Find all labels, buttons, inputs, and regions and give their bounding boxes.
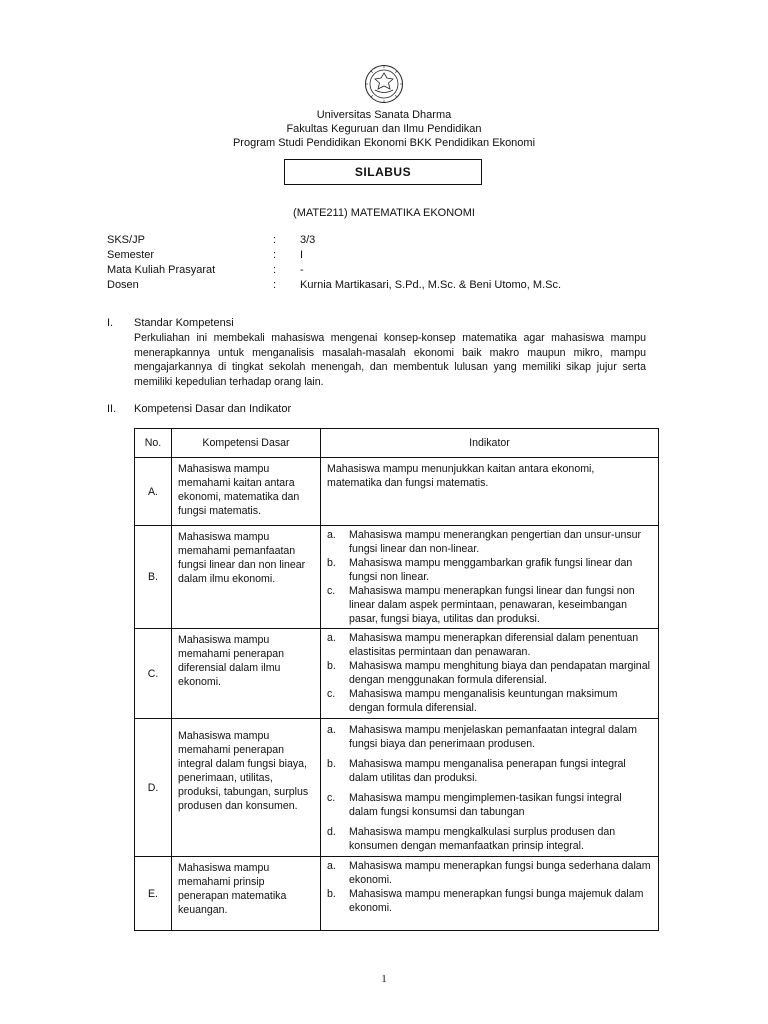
indicator-letter: b. [327, 557, 336, 569]
university-seal-icon [364, 64, 404, 104]
indicator-text: Mahasiswa mampu menganalisa penerapan fungsi integral dalam utilitas dan produksi. [349, 758, 626, 784]
row-number: A. [135, 458, 172, 526]
row-competency: Mahasiswa mampu memahami pemanfaatan fungsi linear dan non linear dalam ilmu ekonomi. [172, 526, 321, 629]
indicator-item [327, 659, 652, 687]
row-competency: Mahasiswa mampu memahami prinsip penerapan matematika keuangan. [172, 857, 321, 931]
indicator-text: Mahasiswa mampu mengimplemen-tasikan fungsi integral dalam fungsi konsumsi dan tabungan [349, 792, 622, 818]
meta-value: - [300, 264, 304, 276]
indicator-letter: d. [327, 826, 336, 838]
page-number: 1 [381, 973, 387, 985]
indicator-text: Mahasiswa mampu menggambarkan grafik fungsi linear dan fungsi non linear. [349, 557, 633, 583]
indicator-text: Mahasiswa mampu menerapkan diferensial dalam penentuan elastisitas permintaan dan penawaran. [349, 632, 639, 658]
indicator-item [327, 757, 652, 785]
course-meta [107, 233, 707, 293]
document-title: SILABUS [284, 159, 482, 185]
header-kompetensi-dasar: Kompetensi Dasar [172, 429, 321, 458]
indicator-item [327, 791, 652, 819]
meta-row-sks [107, 233, 707, 248]
standard-competency-text: Perkuliahan ini membekali mahasiswa mengenai konsep-konsep matematika agar mahasiswa mampu menerapkannya untuk menganalisis masalah-masalah ekonomi baik makro maupun mikro, mampu mengajarkannya di tingkat sekolah menengah, dan membentuk lulusan yang memiliki sikap jujur serta memiliki kepedulian terhadap orang lain. [134, 332, 646, 388]
indicator-item [327, 631, 652, 659]
meta-label: Semester [107, 249, 155, 261]
row-competency: Mahasiswa mampu memahami penerapan diferensial dalam ilmu ekonomi. [172, 629, 321, 719]
table-row [135, 857, 659, 931]
row-number: E. [135, 857, 172, 931]
university-name: Universitas Sanata Dharma [316, 109, 452, 121]
indicator-text: Mahasiswa mampu menerangkan pengertian dan unsur-unsur fungsi linear dan non-linear. [349, 529, 642, 555]
indicator-item [327, 528, 652, 556]
indicator-text: Mahasiswa mampu menerapkan fungsi linear dan fungsi non linear dalam aspek permintaan, penawaran, keseimbangan pasar, fungsi biaya, utilitas dan produksi. [349, 585, 635, 625]
indicator-letter: a. [327, 529, 336, 541]
indicator-letter: c. [327, 585, 336, 597]
indicator-item [327, 825, 652, 853]
program-name: Program Studi Pendidikan Ekonomi BKK Pendidikan Ekonomi [232, 137, 536, 149]
indicator-letter: a. [327, 724, 336, 736]
indicator-letter: b. [327, 660, 336, 672]
row-indicators [321, 526, 659, 629]
indicator-text: Mahasiswa mampu menganalisis keuntungan maksimum dengan formula diferensial. [349, 688, 618, 714]
institution-header [0, 108, 768, 150]
meta-value: 3/3 [300, 234, 316, 246]
row-indicators [321, 629, 659, 719]
section-heading-1 [107, 316, 234, 331]
section-number: I. [107, 317, 114, 329]
meta-row-prerequisite [107, 263, 707, 278]
indicator-text: Mahasiswa mampu menghitung biaya dan pendapatan marginal dengan menggunakan formula diferensial. [349, 660, 650, 686]
indicator-text: Mahasiswa mampu mengkalkulasi surplus produsen dan konsumen dengan memanfaatkan prinsip integral. [349, 826, 616, 852]
indicator-item [327, 687, 652, 715]
indicator-letter: b. [327, 888, 336, 900]
indicator-text: Mahasiswa mampu menjelaskan pemanfaatan integral dalam fungsi biaya dan penerimaan produsen. [349, 724, 637, 750]
header-no: No. [135, 429, 172, 458]
row-number: C. [135, 629, 172, 719]
section-title: Kompetensi Dasar dan Indikator [134, 403, 292, 415]
competency-table [134, 428, 659, 931]
row-competency: Mahasiswa mampu memahami kaitan antara ekonomi, matematika dan fungsi matematis. [172, 458, 321, 526]
meta-row-lecturer [107, 278, 707, 293]
section-heading-2 [107, 402, 291, 417]
indicator-text: Mahasiswa mampu menerapkan fungsi bunga majemuk dalam ekonomi. [349, 888, 644, 914]
indicator-item [327, 859, 652, 887]
row-indicators [321, 719, 659, 857]
meta-row-semester [107, 248, 707, 263]
meta-value: I [300, 249, 304, 261]
header-indikator: Indikator [321, 429, 659, 458]
indicator-text: Mahasiswa mampu menerapkan fungsi bunga sederhana dalam ekonomi. [349, 860, 651, 886]
table-row [135, 526, 659, 629]
row-number: D. [135, 719, 172, 857]
indicator-item [327, 887, 652, 915]
section-title: Standar Kompetensi [134, 317, 234, 329]
meta-colon: : [273, 264, 277, 276]
indicator-letter: c. [327, 688, 336, 700]
meta-label: SKS/JP [107, 234, 145, 246]
table-header-row [135, 429, 659, 458]
row-indicator: Mahasiswa mampu menunjukkan kaitan antara ekonomi, matematika dan fungsi matematis. [321, 458, 659, 526]
meta-label: Mata Kuliah Prasyarat [107, 264, 216, 276]
indicator-letter: b. [327, 758, 336, 770]
indicator-item [327, 556, 652, 584]
faculty-name: Fakultas Keguruan dan Ilmu Pendidikan [286, 123, 482, 135]
indicator-item [327, 584, 652, 626]
row-indicators [321, 857, 659, 931]
meta-colon: : [273, 234, 277, 246]
table-row [135, 458, 659, 526]
meta-label: Dosen [107, 279, 139, 291]
meta-value: Kurnia Martikasari, S.Pd., M.Sc. & Beni Utomo, M.Sc. [300, 279, 562, 291]
row-competency: Mahasiswa mampu memahami penerapan integral dalam fungsi biaya, penerimaan, utilitas, produksi, tabungan, surplus produsen dan konsumen. [172, 719, 321, 857]
section-number: II. [107, 403, 117, 415]
meta-colon: : [273, 279, 277, 291]
indicator-item [327, 723, 652, 751]
indicator-letter: a. [327, 860, 336, 872]
table-row [135, 719, 659, 857]
table-row [135, 629, 659, 719]
course-title: (MATE211) MATEMATIKA EKONOMI [293, 207, 475, 219]
indicator-letter: a. [327, 632, 336, 644]
meta-colon: : [273, 249, 277, 261]
row-number: B. [135, 526, 172, 629]
indicator-letter: c. [327, 792, 336, 804]
